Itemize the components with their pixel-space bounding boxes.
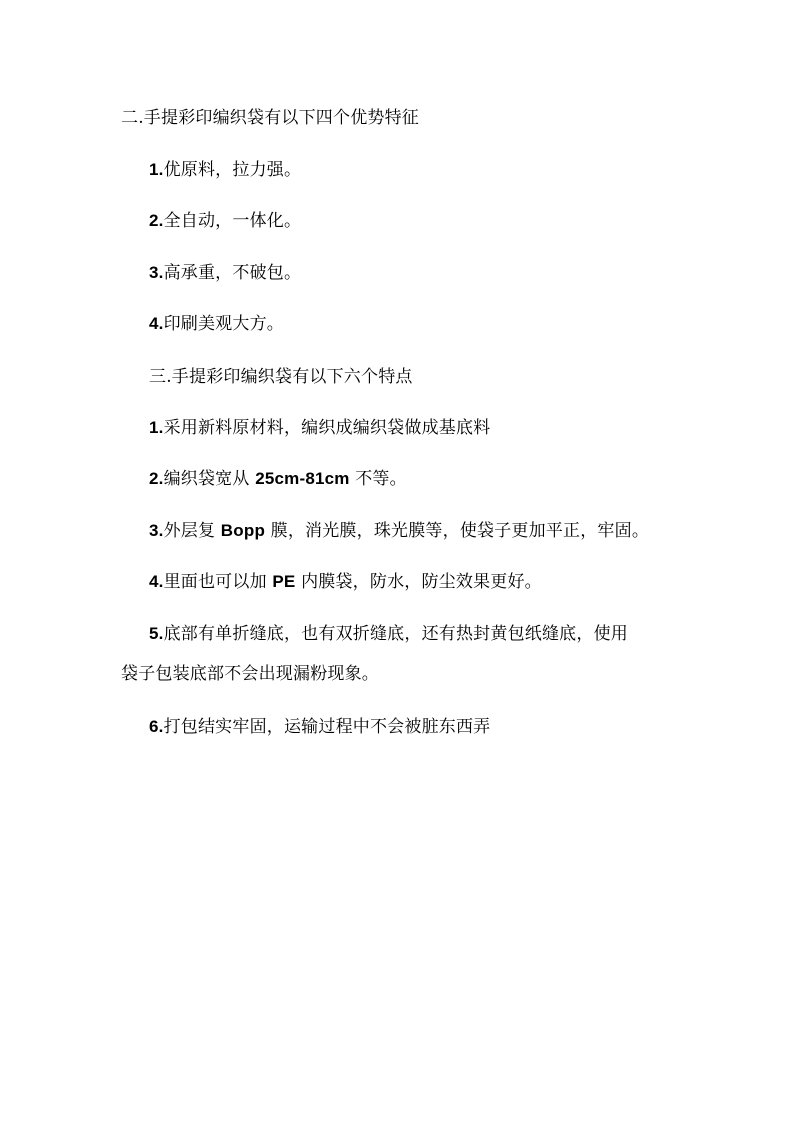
item-number: 4. (149, 314, 164, 333)
item-text: 优原料，拉力强。 (163, 160, 302, 180)
item-text: 外层复 (163, 521, 221, 541)
item-value: Bopp (220, 521, 266, 540)
item-text: 高承重，不破包。 (163, 263, 302, 283)
section-2-heading-text: 二.手提彩印编织袋有以下四个优势特征 (121, 108, 420, 128)
item-text: 里面也可以加 (163, 572, 273, 592)
item-text: 编织袋宽从 (163, 469, 256, 489)
item-number: 2. (149, 469, 164, 488)
item-text: 底部有单折缝底，也有双折缝底，还有热封黄包纸缝底，使用 (163, 624, 628, 644)
item-text: 袋子包装底部不会出现漏粉现象。 (121, 664, 379, 684)
item-text: 采用新料原材料，编织成编织袋做成基底料 (163, 418, 491, 438)
section-3-heading-text: 三.手提彩印编织袋有以下六个特点 (149, 367, 413, 387)
section-3-item-2 (149, 468, 407, 490)
section-3-item-5-continuation (121, 663, 379, 685)
item-value: PE (272, 572, 296, 591)
section-2-item-4 (149, 313, 284, 335)
section-3-item-5 (149, 623, 628, 645)
section-2-item-3 (149, 262, 301, 284)
section-2-item-2 (149, 210, 301, 232)
section-3-item-4 (149, 571, 542, 593)
item-value: 25cm-81cm (255, 469, 350, 488)
item-text: 印刷美观大方。 (163, 314, 284, 334)
item-text: 打包结实牢固，运输过程中不会被脏东西弄 (163, 717, 491, 737)
item-number: 2. (149, 211, 164, 230)
section-3-heading (149, 366, 413, 388)
item-text: 全自动，一体化。 (163, 211, 302, 231)
section-3-item-1 (149, 417, 490, 439)
item-text: 不等。 (349, 469, 407, 489)
item-number: 5. (149, 624, 164, 643)
item-number: 3. (149, 521, 164, 540)
section-3-item-3 (149, 520, 649, 542)
section-3-item-6 (149, 716, 490, 738)
section-2-item-1 (149, 159, 301, 181)
item-text: 内膜袋，防水，防尘效果更好。 (295, 572, 542, 592)
item-number: 6. (149, 717, 164, 736)
item-number: 1. (149, 418, 164, 437)
item-number: 4. (149, 572, 164, 591)
section-2-heading (121, 107, 419, 129)
item-number: 3. (149, 263, 164, 282)
item-number: 1. (149, 160, 164, 179)
item-text: 膜，消光膜，珠光膜等，使袋子更加平正，牢固。 (265, 521, 650, 541)
